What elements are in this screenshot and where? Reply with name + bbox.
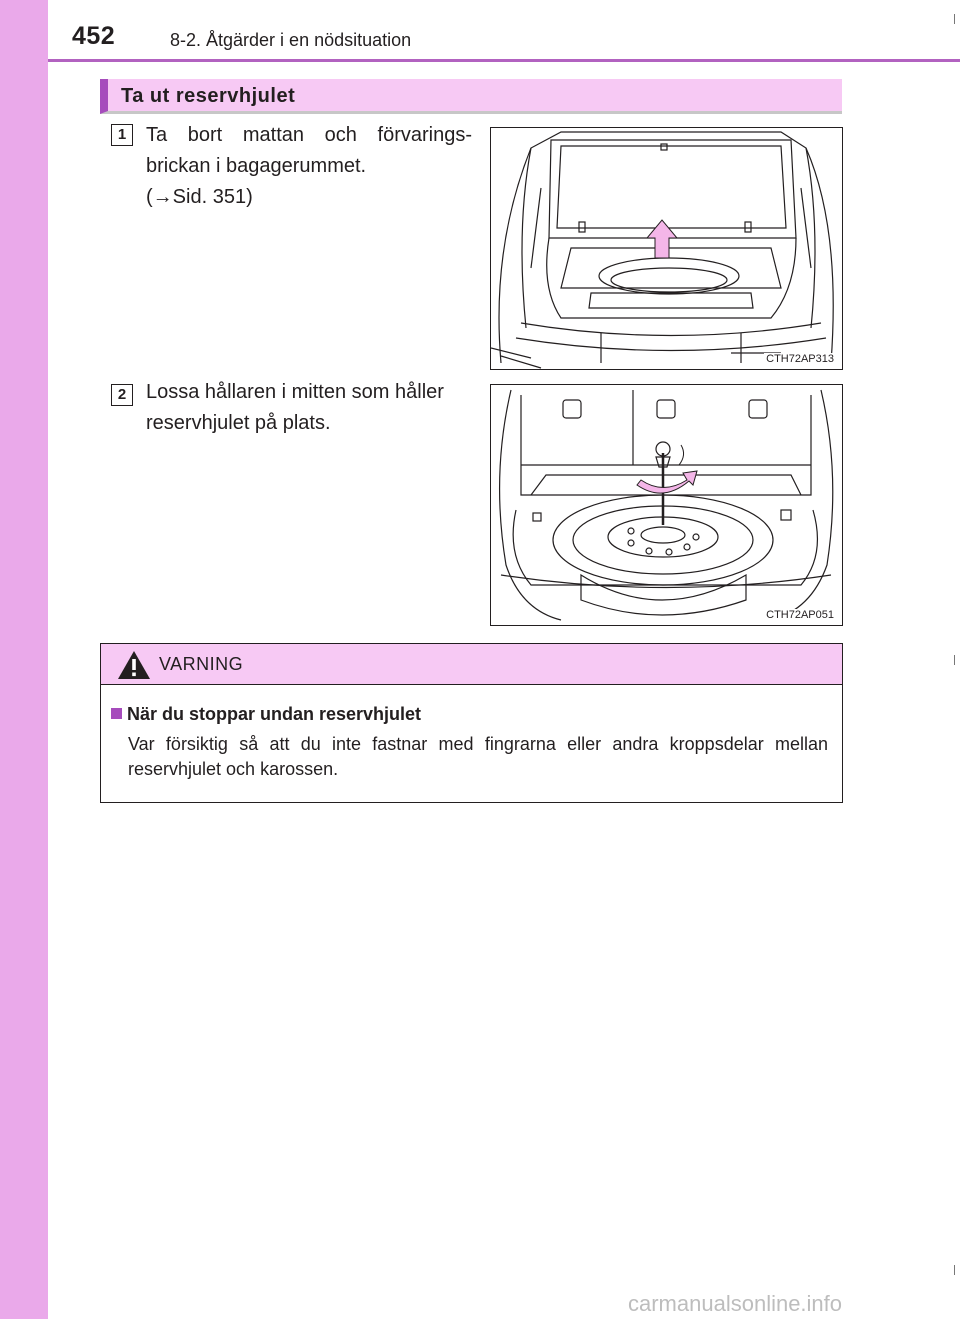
figure-code: CTH72AP051	[766, 609, 834, 621]
figure-luggage-compartment	[490, 127, 843, 370]
figure-spare-wheel	[490, 384, 843, 626]
crop-mark	[954, 14, 955, 24]
warning-triangle-icon	[117, 650, 151, 680]
warning-subheading	[111, 704, 421, 725]
section-heading-text: Ta ut reservhjulet	[121, 85, 296, 107]
watermark: carmanualsonline.info	[628, 1291, 843, 1316]
step-2-text: Lossa hållaren i mitten som håller reservhjulet på plats.	[146, 381, 444, 434]
warning-box	[100, 643, 843, 803]
step-1-text	[146, 120, 472, 213]
figure-code: CTH72AP313	[766, 353, 834, 365]
warning-body: Var försiktig så att du inte fastnar med fingrarna eller andra kroppsdelar mellan reservhjulet och karossen.	[128, 734, 828, 779]
page-reference-link[interactable]: Sid. 351	[172, 186, 247, 208]
step-number-2: 2	[111, 384, 133, 406]
bullet-square-icon	[111, 708, 122, 719]
chapter-title: 8-2. Åtgärder i en nödsituation	[170, 30, 412, 50]
step-1-reference: (→Sid. 351)	[146, 186, 253, 208]
warning-header	[101, 644, 842, 685]
crop-mark	[954, 655, 955, 665]
page-margin-band	[0, 0, 48, 1319]
step-number-1: 1	[111, 124, 133, 146]
luggage-compartment-illustration	[491, 128, 842, 369]
page-number: 452	[72, 22, 116, 50]
warning-label: VARNING	[159, 654, 244, 674]
section-heading	[100, 79, 842, 114]
header-divider	[48, 59, 960, 62]
reference-arrow-icon: →	[152, 186, 173, 208]
warning-subheading-text: När du stoppar undan reservhjulet	[127, 704, 422, 724]
crop-mark	[954, 1265, 955, 1275]
spare-wheel-illustration	[491, 385, 842, 625]
step-1-instruction: Ta bort mattan och förvarings-brickan i bagagerummet.	[146, 124, 472, 177]
